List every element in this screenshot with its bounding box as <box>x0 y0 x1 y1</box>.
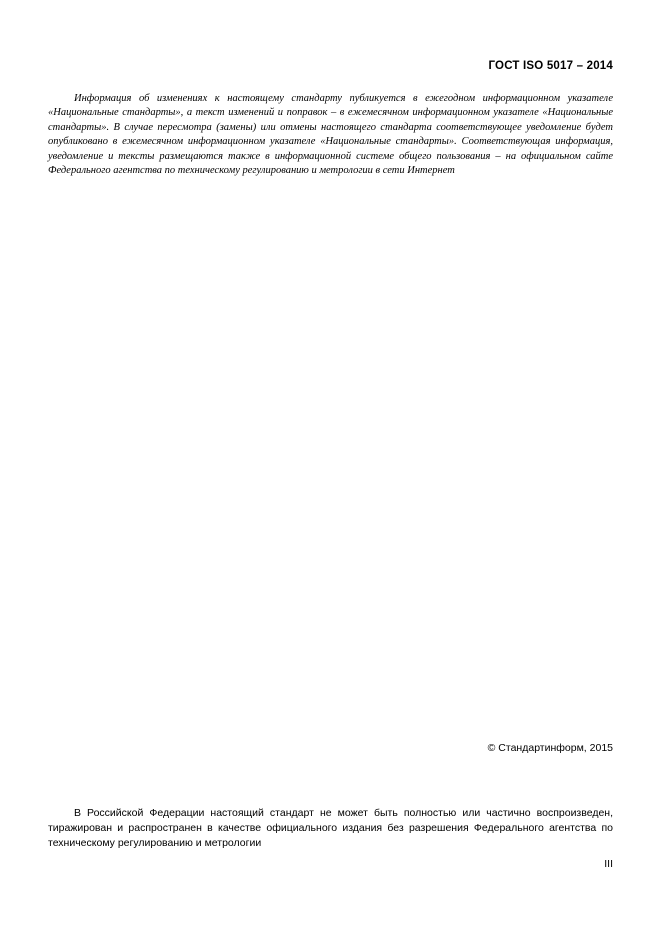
page-number: III <box>604 858 613 870</box>
copyright-line: © Стандартинформ, 2015 <box>487 742 613 754</box>
reproduction-restriction-paragraph: В Российской Федерации настоящий стандарт не может быть полностью или частично воспроизведен, тиражирован и распространен в качестве официального издания без разрешения Федерального агентства по техническому регулированию и метрологии <box>48 807 613 849</box>
amendment-information-paragraph: Информация об изменениях к настоящему стандарту публикуется в ежегодном информационном указателе «Национальные стандарты», а текст изменений и поправок – в ежемесячном информационном указателе «Национальные стандарты». В случае пересмотра (замены) или отмены настоящего стандарта соответствующее уведомление будет опубликовано в ежемесячном информационном указателе «Национальные стандарты». Соответствующая информация, уведомление и тексты размещаются также в информационной системе общего пользования – на официальном сайте Федерального агентства по техническому регулированию и метрологии в сети Интернет <box>48 93 613 177</box>
document-header-standard-number: ГОСТ ISO 5017 – 2014 <box>488 60 613 72</box>
